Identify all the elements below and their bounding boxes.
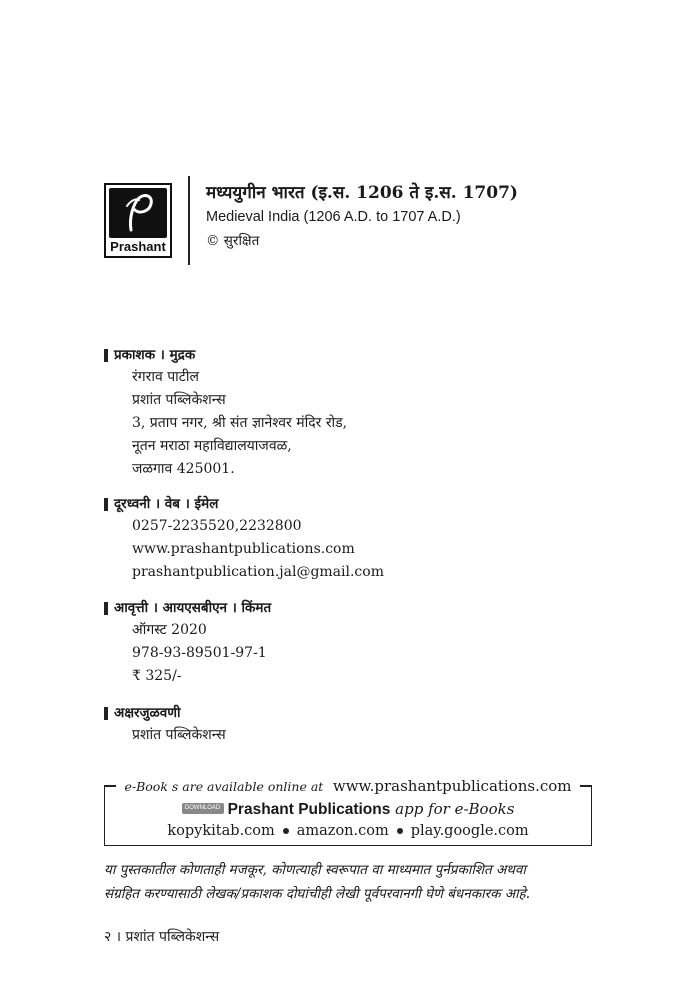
store-google-play: play.google.com bbox=[410, 823, 529, 839]
divider-line bbox=[188, 176, 190, 265]
ebook-availability bbox=[116, 776, 579, 797]
app-name: Prashant Publications bbox=[227, 801, 391, 818]
publisher-name: रंगराव पाटील bbox=[132, 369, 199, 385]
section-heading-text: अक्षरजुळवणी bbox=[114, 705, 181, 721]
copyright-warning bbox=[104, 858, 604, 906]
typesetter: प्रशांत पब्लिकेशन्स bbox=[132, 727, 226, 743]
ebook-top-line bbox=[104, 776, 592, 796]
ebook-available-text: e-Book s are available online at bbox=[124, 778, 324, 794]
page-footer: २ । प्रशांत पब्लिकेशन्स bbox=[104, 929, 220, 945]
website: www.prashantpublications.com bbox=[132, 541, 355, 557]
section-heading-text: दूरध्वनी । वेब । ईमेल bbox=[114, 496, 219, 512]
ebook-site: www.prashantpublications.com bbox=[332, 776, 572, 795]
section-edition bbox=[104, 597, 271, 688]
section-publisher bbox=[104, 344, 347, 481]
book-title-english: Medieval India (1206 A.D. to 1707 A.D.) bbox=[206, 209, 461, 225]
ebook-app-line bbox=[104, 798, 592, 821]
phone-numbers: 0257-2235520,2232800 bbox=[132, 518, 302, 534]
store-amazon: amazon.com bbox=[296, 823, 389, 839]
logo-label: Prashant bbox=[110, 239, 166, 254]
section-heading-text: प्रकाशक । मुद्रक bbox=[114, 347, 196, 363]
section-heading-text: आवृत्ती । आयएसबीएन । किंमत bbox=[114, 600, 272, 616]
book-title-marathi: मध्ययुगीन भारत (इ.स. 1206 ते इ.स. 1707) bbox=[206, 183, 518, 203]
bullet-bar-icon bbox=[104, 498, 108, 511]
notice-line: संग्रहित करण्यासाठी लेखक/प्रकाशक दोघांचीही लेखी पूर्वपरवानगी घेणे बंधनकारक आहे. bbox=[104, 886, 531, 902]
logo-mark bbox=[109, 188, 167, 238]
isbn: 978-93-89501-97-1 bbox=[132, 645, 267, 661]
app-suffix: app for e-Books bbox=[395, 800, 515, 818]
address-line-3: जळगाव 425001. bbox=[132, 461, 235, 477]
bullet-bar-icon bbox=[104, 707, 108, 720]
email: prashantpublication.jal@gmail.com bbox=[132, 564, 384, 580]
bullet-bar-icon bbox=[104, 602, 108, 615]
download-badge-icon: DOWNLOAD bbox=[182, 803, 224, 814]
publisher-logo bbox=[104, 183, 172, 258]
title-block bbox=[206, 180, 518, 254]
bullet-dot-icon bbox=[283, 828, 289, 834]
price: ₹ 325/- bbox=[132, 668, 182, 684]
divider bbox=[104, 785, 116, 787]
address-line-2: नूतन मराठा महाविद्यालयाजवळ, bbox=[132, 438, 292, 454]
section-lines bbox=[104, 724, 226, 747]
bullet-dot-icon bbox=[397, 828, 403, 834]
notice-line: या पुस्तकातील कोणताही मजकूर, कोणत्याही स्वरूपात वा माध्यमात पुर्नप्रकाशित अथवा bbox=[104, 862, 526, 878]
store-kopykitab: kopykitab.com bbox=[167, 823, 275, 839]
section-lines bbox=[104, 619, 271, 688]
copyright-notice: © सुरक्षित bbox=[206, 233, 260, 249]
section-heading bbox=[104, 344, 347, 366]
address-line-1: 3, प्रताप नगर, श्री संत ज्ञानेश्वर मंदिर रोड, bbox=[132, 415, 348, 431]
section-typesetting bbox=[104, 702, 226, 747]
section-heading bbox=[104, 493, 384, 515]
section-heading bbox=[104, 702, 226, 724]
publisher-company: प्रशांत पब्लिकेशन्स bbox=[132, 392, 226, 408]
section-heading bbox=[104, 597, 271, 619]
bullet-bar-icon bbox=[104, 349, 108, 362]
divider bbox=[580, 785, 592, 787]
edition-date: ऑगस्ट 2020 bbox=[132, 622, 207, 638]
ebook-stores bbox=[104, 820, 592, 842]
section-lines bbox=[104, 515, 384, 584]
section-lines bbox=[104, 366, 347, 481]
logo-p-icon bbox=[109, 188, 167, 238]
section-contact bbox=[104, 493, 384, 584]
